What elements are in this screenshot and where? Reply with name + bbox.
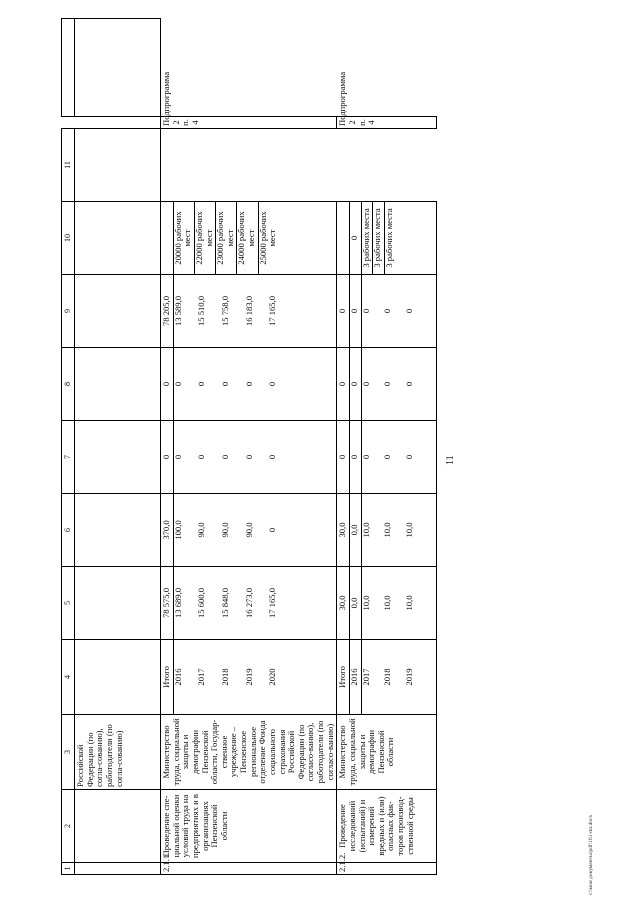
- gap-cell: [75, 117, 161, 129]
- file-path-footer: c:\мои документы\pdf\161-пп.docx: [588, 814, 594, 895]
- measure-cell: Проведение спе-циальной оценки условий труда на предприятиях и в организациях Пензенской области: [161, 790, 337, 863]
- cell: [75, 348, 161, 421]
- value: 0: [243, 454, 254, 460]
- value: 0: [360, 381, 371, 387]
- local-budget-cell: [161, 348, 337, 421]
- value: 0: [348, 454, 359, 460]
- regional-budget-cell: [337, 494, 437, 567]
- column-number: 9: [62, 275, 75, 348]
- value: 90,0: [243, 522, 254, 538]
- value: 0: [172, 454, 183, 460]
- cell: [75, 275, 161, 348]
- value: [338, 204, 348, 272]
- gap-cell: [62, 117, 75, 129]
- value: 90,0: [219, 522, 230, 538]
- program-cell: Подпрограмма 2 п. 4: [337, 117, 437, 129]
- cell: [75, 567, 161, 640]
- value: 23000 рабочих мест: [215, 211, 235, 265]
- value: 10,0: [403, 595, 414, 611]
- value: 78 575,0: [161, 587, 171, 619]
- federal-budget-cell: [337, 421, 437, 494]
- value: 0: [348, 308, 359, 314]
- value: 3 рабочих места: [360, 208, 371, 268]
- cell: [75, 421, 161, 494]
- value: 10,0: [360, 522, 371, 538]
- value: 25000 рабочих мест: [257, 211, 278, 265]
- measure-cell: Проведение исследований (испытаний) и измерений вредных и (или) опасных фак-торов производ-ственной среды: [337, 790, 437, 863]
- value: 3 рабочих места: [383, 208, 394, 268]
- column-number-row: [62, 19, 75, 875]
- value: 10,0: [360, 595, 371, 611]
- value: 15 848,0: [219, 587, 230, 619]
- column-number: 8: [62, 348, 75, 421]
- year-line: 2019: [403, 668, 414, 686]
- value: 0: [382, 454, 393, 460]
- value: 15 758,0: [219, 295, 230, 327]
- value: 0: [360, 454, 371, 460]
- other-sources-cell: [337, 275, 437, 348]
- cell: [75, 202, 161, 275]
- value: 10,0: [382, 522, 393, 538]
- value: 0: [337, 308, 348, 314]
- executor-cell: Министерство труда, социальной защиты и демографии Пензенской области: [337, 715, 437, 790]
- column-number: 2: [62, 790, 75, 863]
- local-budget-cell: [337, 348, 437, 421]
- program-cell: Подпрограмма 2 п. 4: [161, 117, 337, 129]
- total-cell: [337, 567, 437, 640]
- column-number: 3: [62, 715, 75, 790]
- value: 0: [267, 527, 278, 533]
- regional-budget-cell: [161, 494, 337, 567]
- column-number: 4: [62, 640, 75, 715]
- year-line: 2018: [382, 668, 393, 686]
- other-sources-cell: [161, 275, 337, 348]
- cell: [75, 863, 161, 875]
- column-number: 11: [62, 129, 75, 202]
- value: 0: [196, 381, 207, 387]
- cell: [75, 640, 161, 715]
- column-number: 5: [62, 567, 75, 640]
- column-number: [62, 19, 75, 117]
- year-line: 2017: [360, 668, 371, 686]
- value: 0: [382, 381, 393, 387]
- value: 0: [403, 454, 414, 460]
- value: 10,0: [403, 522, 414, 538]
- value: 30,0: [337, 595, 348, 611]
- gap-cell: [161, 129, 337, 202]
- value: 3 рабочих места: [372, 208, 383, 268]
- value: 15 600,0: [196, 587, 207, 619]
- value: 0,0: [348, 597, 359, 609]
- indicator-cell: [161, 202, 337, 275]
- cell: [75, 494, 161, 567]
- total-cell: [161, 567, 337, 640]
- continuation-row: [75, 19, 161, 875]
- value: [162, 204, 172, 272]
- value: 20000 рабочих мест: [172, 211, 193, 265]
- value: 13 589,0: [172, 295, 183, 327]
- year-line: 2017: [196, 668, 207, 686]
- value: 78 205,0: [161, 295, 171, 327]
- value: 0: [337, 454, 348, 460]
- year-line: 2018: [219, 668, 230, 686]
- program-table: [61, 18, 437, 875]
- table-row: [337, 19, 437, 875]
- column-number: 1: [62, 863, 75, 875]
- value: 13 689,0: [172, 587, 183, 619]
- value: 0: [267, 454, 278, 460]
- value: 0: [348, 235, 359, 241]
- row-number: 2.1.2.: [337, 863, 437, 875]
- year-cell: [337, 640, 437, 715]
- value: 16 273,0: [243, 587, 254, 619]
- value: 0: [403, 381, 414, 387]
- executor-cell: Министерство труда, социальной защиты и демографии Пензенской области, Государ-ственное учреждение – Пензенское региональное отделение Фонда социального страхования Российской Федерации (по согласо-ванию), работодатели (по согласо-ванию): [161, 715, 337, 790]
- value: 0: [382, 308, 393, 314]
- year-line: 2016: [348, 668, 359, 686]
- value: 15 510,0: [196, 295, 207, 327]
- indicator-cell: [337, 202, 437, 275]
- value: 0: [403, 308, 414, 314]
- column-number: 7: [62, 421, 75, 494]
- federal-budget-cell: [161, 421, 337, 494]
- value: 0: [348, 381, 359, 387]
- column-number: 6: [62, 494, 75, 567]
- column-number: 10: [62, 202, 75, 275]
- year-line: 2020: [267, 668, 278, 686]
- value: 0: [196, 454, 207, 460]
- value: 0: [219, 381, 230, 387]
- executor-cell: Российской Федерации (по согла-сованию), работодатели (по согла-сованию): [75, 715, 161, 790]
- value: 0: [172, 381, 183, 387]
- cell: [75, 790, 161, 863]
- value: 90,0: [196, 522, 207, 538]
- cell: [75, 129, 161, 202]
- value: 30,0: [337, 522, 348, 538]
- year-line: Итого: [161, 666, 171, 688]
- year-line: 2016: [172, 668, 183, 686]
- cell: [75, 19, 161, 117]
- value: 17 165,0: [267, 295, 278, 327]
- value: 0: [161, 454, 171, 460]
- value: 370,0: [161, 520, 171, 540]
- value: 0: [161, 381, 171, 387]
- value: 0: [267, 381, 278, 387]
- value: 17 165,0: [267, 587, 278, 619]
- value: 0: [219, 454, 230, 460]
- page-number: 11: [445, 455, 456, 465]
- row-number: 2.1.1.: [161, 863, 337, 875]
- value: 0,0: [348, 524, 359, 536]
- value: 0: [360, 308, 371, 314]
- value: 22000 рабочих мест: [193, 211, 214, 265]
- value: 16 183,0: [243, 295, 254, 327]
- year-cell: [161, 640, 337, 715]
- table-row: [161, 19, 337, 875]
- value: 24000 рабочих мест: [236, 211, 256, 265]
- year-line: Итого: [337, 666, 348, 688]
- year-line: 2019: [243, 668, 254, 686]
- value: 100,0: [172, 520, 183, 540]
- gap-cell: [337, 129, 437, 202]
- value: 10,0: [382, 595, 393, 611]
- value: 0: [337, 381, 348, 387]
- value: 0: [243, 381, 254, 387]
